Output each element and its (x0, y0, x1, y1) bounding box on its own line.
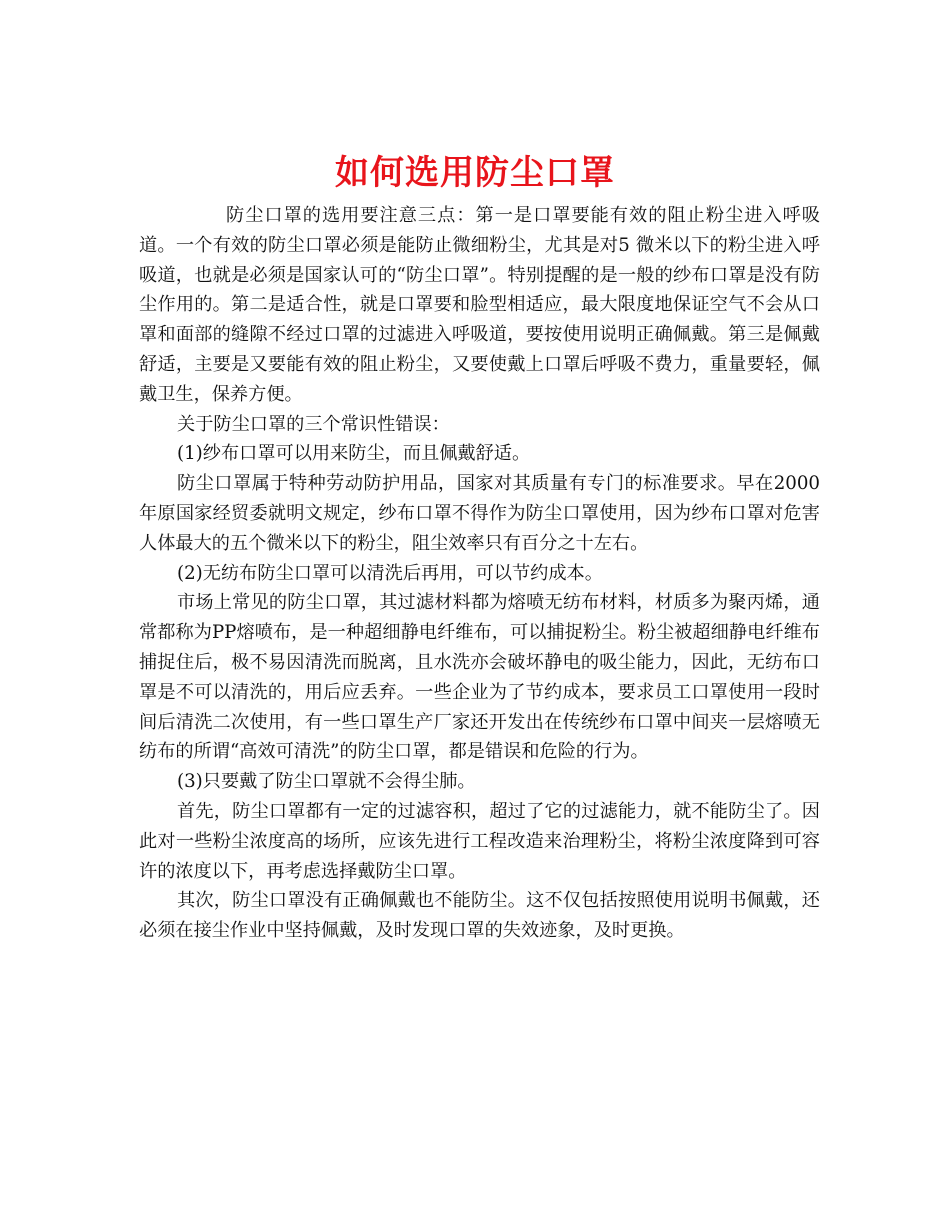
misconception-1-body: 防尘口罩属于特种劳动防护用品，国家对其质量有专门的标准要求。早在2000年原国家经贸委就明文规定，纱布口罩不得作为防尘口罩使用，因为纱布口罩对危害人体最大的五个微米以下的粉尘，阻尘效率只有百分之十左右。 (139, 473, 820, 554)
misconception-2-body: 市场上常见的防尘口罩，其过滤材料都为熔喷无纺布材料，材质多为聚丙烯，通常都称为PP熔喷布，是一种超细静电纤维布，可以捕捉粉尘。粉尘被超细静电纤维布捕捉住后，极不易因清洗而脱离，且水洗亦会破坏静电的吸尘能力，因此，无纺布口罩是不可以清洗的，用后应丢弃。一些企业为了节约成本，要求员工口罩使用一段时间后清洗二次使用，有一些口罩生产厂家还开发出在传统纱布口罩中间夹一层熔喷无纺布的所谓“高效可清洗”的防尘口罩，都是错误和危险的行为。 (139, 592, 820, 763)
misconception-2-heading: (2)无纺布防尘口罩可以清洗后再用，可以节约成本。 (177, 562, 603, 584)
document-title: 如何选用防尘口罩 (335, 152, 615, 193)
misconception-3-body-first: 首先，防尘口罩都有一定的过滤容积，超过了它的过滤能力，就不能防尘了。因此对一些粉尘浓度高的场所，应该先进行工程改造来治理粉尘，将粉尘浓度降到可容许的浓度以下，再考虑选择戴防尘口罩。 (139, 800, 820, 882)
misconception-3-heading: (3)只要戴了防尘口罩就不会得尘肺。 (177, 771, 476, 793)
paragraph-intro: 防尘口罩的选用要注意三点：第一是口罩要能有效的阻止粉尘进入呼吸道。一个有效的防尘口罩必须是能防止微细粉尘，尤其是对5 微米以下的粉尘进入呼吸道，也就是必须是国家认可的“防尘口罩”。特别提醒的是一般的纱布口罩是没有防尘作用的。第二是适合性，就是口罩要和脸型相适应，最大限度地保证空气不会从口罩和面部的缝隙不经过口罩的过滤进入呼吸道，要按使用说明正确佩戴。第三是佩戴舒适，主要是又要能有效的阻止粉尘，又要使戴上口罩后呼吸不费力，重量要轻，佩戴卫生，保养方便。 (139, 205, 820, 405)
paragraph-misconceptions-heading: 关于防尘口罩的三个常识性错误： (177, 413, 450, 435)
document-body (139, 201, 820, 946)
misconception-1-heading: (1)纱布口罩可以用来防尘，而且佩戴舒适。 (177, 443, 531, 465)
misconception-3-body-second: 其次，防尘口罩没有正确佩戴也不能防尘。这不仅包括按照使用说明书佩戴，还必须在接尘作业中坚持佩戴，及时发现口罩的失效迹象，及时更换。 (139, 890, 820, 942)
